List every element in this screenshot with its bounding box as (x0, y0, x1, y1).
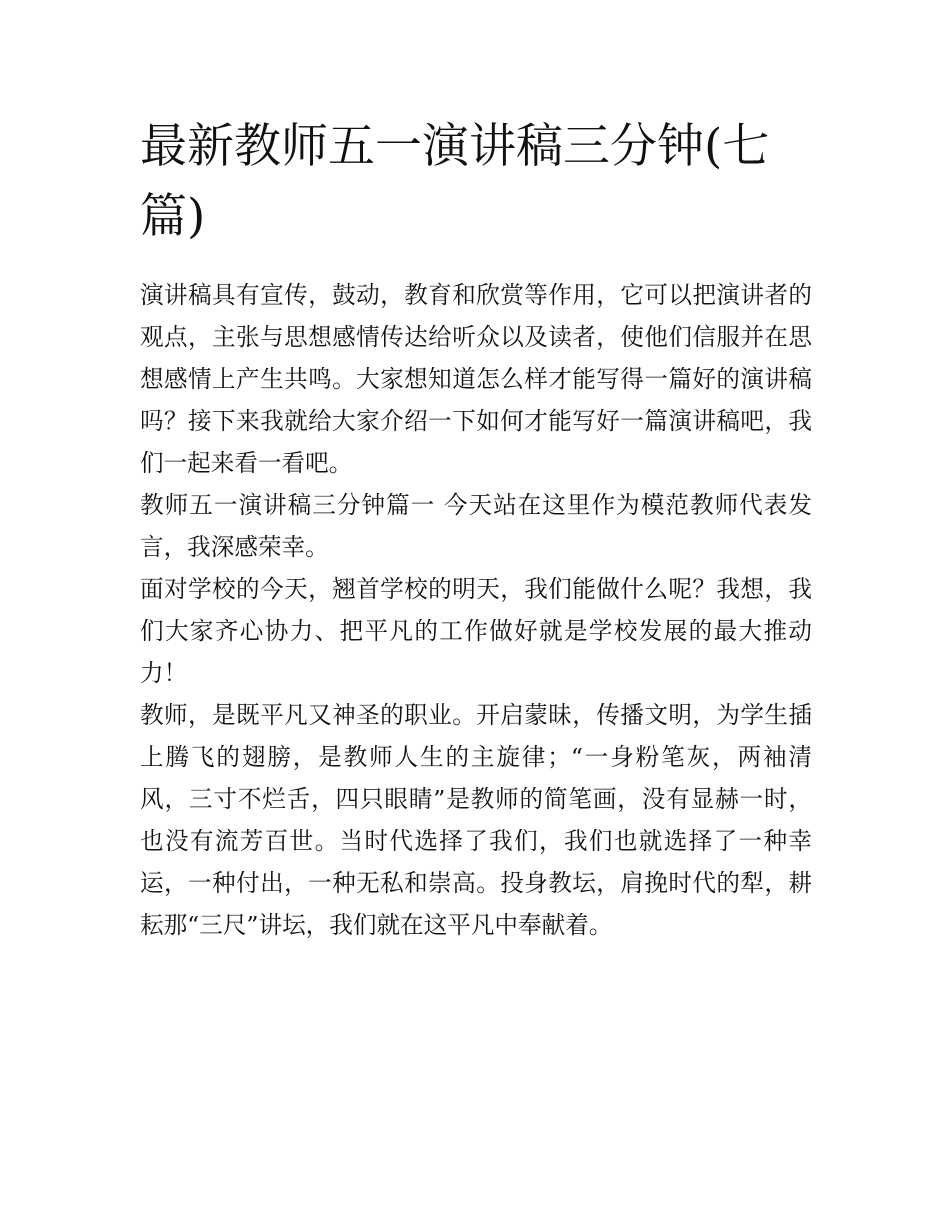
document-page (140, 112, 812, 946)
paragraph-speech-opening: 教师五一演讲稿三分钟篇一 今天站在这里作为模范教师代表发言，我深感荣幸。 (140, 491, 812, 561)
paragraph-intro: 演讲稿具有宣传，鼓动，教育和欣赏等作用，它可以把演讲者的观点，主张与思想感情传达给听众以及读者，使他们信服并在思想感情上产生共鸣。大家想知道怎么样才能写得一篇好的演讲稿吗？接下来我就给大家介绍一下如何才能写好一篇演讲稿吧，我们一起来看一看吧。 (140, 281, 812, 477)
paragraph-school-future: 面对学校的今天，翘首学校的明天，我们能做什么呢？我想，我们大家齐心协力、把平凡的工作做好就是学校发展的最大推动力！ (140, 575, 812, 687)
paragraph-teacher-profession: 教师，是既平凡又神圣的职业。开启蒙昧，传播文明，为学生插上腾飞的翅膀，是教师人生的主旋律；“一身粉笔灰，两袖清风，三寸不烂舌，四只眼睛”是教师的简笔画，没有显赫一时，也没有流芳百世。当时代选择了我们，我们也就选择了一种幸运，一种付出，一种无私和崇高。投身教坛，肩挽时代的犁，耕耘那“三尺”讲坛，我们就在这平凡中奉献着。 (140, 701, 812, 939)
document-title: 最新教师五一演讲稿三分钟(七篇) (140, 119, 770, 244)
